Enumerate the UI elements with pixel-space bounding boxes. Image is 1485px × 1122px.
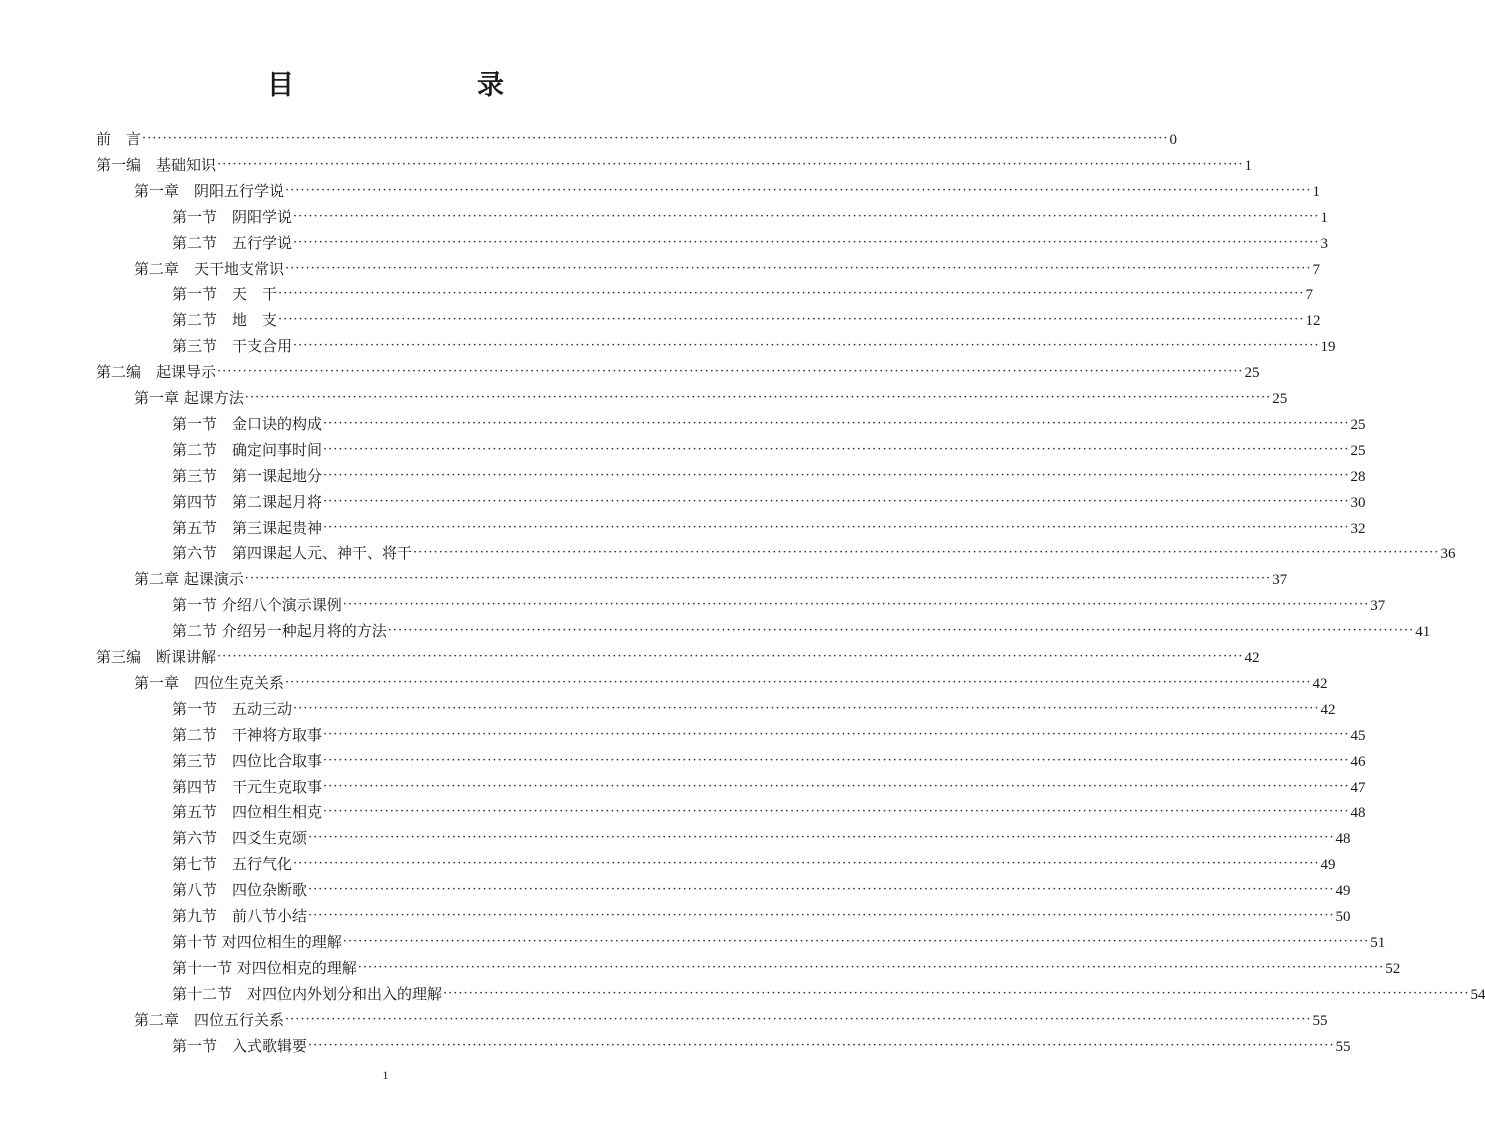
toc-entry — [172, 981, 1485, 1007]
toc-entry — [134, 178, 1320, 204]
toc-entry-label: 第一节 入式歌辑要 — [172, 1036, 308, 1055]
page-number: 1 — [382, 1068, 389, 1082]
toc-entry-page: 48 — [1335, 831, 1351, 848]
dot-leader: ········································································································································································································ — [285, 1011, 1312, 1027]
toc-entry-label: 第九节 前八节小结 — [172, 907, 308, 925]
toc-entry — [134, 670, 1328, 696]
toc-entry-page: 47 — [1350, 779, 1366, 796]
toc-entry-label: 第六节 四爻生克颂 — [172, 829, 308, 848]
toc-entry — [96, 359, 1260, 385]
dot-leader: ········································································································································································································ — [285, 260, 1312, 276]
toc-entry-page: 46 — [1350, 753, 1366, 770]
toc-entry-label: 第三编 断课讲解 — [96, 648, 217, 666]
toc-entry-page: 42 — [1312, 675, 1328, 692]
dot-leader: ········································································································································································································ — [308, 908, 1335, 923]
toc-entry-page: 7 — [1312, 261, 1320, 278]
toc-entry-page: 3 — [1320, 235, 1328, 252]
toc-entry-label: 第三节 第一课起地分 — [172, 466, 323, 485]
toc-entry-label: 第十二节 对四位内外划分和出入的理解 — [172, 984, 443, 1003]
dot-leader: ········································································································································································································ — [217, 649, 1244, 664]
toc-entry — [172, 489, 1366, 515]
dot-leader: ········································································································································································································ — [244, 390, 1272, 405]
toc-entry-page: 25 — [1272, 391, 1288, 407]
toc-entry-label: 第一节 天 干 — [172, 285, 278, 304]
toc-entry-page: 54 — [1470, 986, 1485, 1003]
toc-entry-label: 第五节 四位相生相克 — [172, 803, 323, 822]
toc-entry-label: 第一编 基础知识 — [96, 155, 217, 174]
toc-entry — [172, 825, 1351, 851]
dot-leader: ········································································································································································································ — [323, 726, 1350, 742]
dot-leader: ········································································································································································································ — [308, 830, 1335, 846]
toc-entry-label: 第二节 干神将方取事 — [172, 725, 323, 744]
toc-entry-page: 45 — [1350, 727, 1366, 744]
toc-entry-label: 第四节 第二课起月将 — [172, 492, 323, 511]
toc-entry-label: 第八节 四位杂断歌 — [172, 881, 308, 900]
dot-leader: ········································································································································································································ — [278, 286, 1305, 302]
toc-entry-page: 36 — [1440, 546, 1456, 563]
toc-entry — [134, 256, 1320, 282]
toc-entry — [172, 696, 1336, 722]
dot-leader: ········································································································································································································ — [387, 623, 1415, 639]
toc-entry-label: 第二节 确定问事时间 — [172, 440, 323, 459]
toc-entry — [134, 1007, 1328, 1033]
toc-entry-label: 第二编 起课导示 — [96, 363, 217, 382]
dot-leader: ········································································································································································································ — [217, 364, 1244, 380]
toc-entry — [172, 463, 1366, 489]
dot-leader: ········································································································································································································ — [323, 752, 1350, 768]
toc-entry — [172, 1033, 1351, 1059]
toc-entry — [96, 152, 1252, 178]
dot-leader: ········································································································································································································ — [323, 778, 1350, 794]
dot-leader: ········································································································································································································ — [323, 804, 1350, 820]
dot-leader: ········································································································································································································ — [342, 597, 1370, 613]
toc-entry-page: 55 — [1312, 1012, 1328, 1029]
toc-entry — [172, 877, 1351, 903]
toc-entry-label: 第四节 干元生克取事 — [172, 777, 323, 796]
toc-entry-page: 42 — [1320, 701, 1336, 718]
toc-entry-label: 第七节 五行气化 — [172, 855, 293, 874]
dot-leader: ········································································································································································································ — [244, 571, 1272, 587]
toc-entry — [172, 307, 1321, 333]
dot-leader: ········································································································································································································ — [293, 208, 1320, 224]
toc-entry-label: 第一章 起课方法 — [134, 389, 244, 407]
toc-entry-label: 第十一节 对四位相克的理解 — [172, 958, 357, 977]
toc-entry — [172, 618, 1431, 644]
toc-entry — [172, 515, 1366, 541]
toc-entry-page: 0 — [1169, 132, 1177, 148]
toc-entry — [134, 566, 1288, 592]
toc-entry — [172, 333, 1336, 359]
toc-entry-label: 第十节 对四位相生的理解 — [172, 932, 342, 951]
toc-entry-page: 7 — [1305, 287, 1313, 304]
toc-entry-page: 25 — [1244, 365, 1260, 382]
toc-entry — [172, 851, 1336, 877]
toc-entry — [172, 903, 1351, 929]
toc-entry — [172, 774, 1366, 800]
toc-entry-label: 第三节 干支合用 — [172, 337, 293, 356]
toc-entry-label: 第一节 介绍八个演示课例 — [172, 596, 342, 615]
toc-entry-page: 30 — [1350, 494, 1366, 511]
toc-entry-label: 第六节 第四课起人元、神干、将干 — [172, 544, 413, 563]
toc-entry-label: 第一章 四位生克关系 — [134, 673, 285, 692]
toc-entry-page: 51 — [1370, 934, 1386, 951]
toc-entry — [172, 281, 1313, 307]
toc-entry — [172, 411, 1366, 437]
toc-entry — [134, 385, 1288, 411]
toc-entry — [96, 126, 1177, 152]
toc-entry — [172, 722, 1366, 748]
toc-entry-label: 第二章 四位五行关系 — [134, 1010, 285, 1029]
toc-entry — [96, 644, 1260, 670]
toc-entry-page: 50 — [1335, 909, 1351, 925]
dot-leader: ········································································································································································································ — [308, 882, 1335, 898]
dot-leader: ········································································································································································································ — [293, 856, 1320, 872]
toc-entry-label: 第二节 五行学说 — [172, 233, 293, 252]
toc-entry — [172, 437, 1366, 463]
toc-entry-page: 55 — [1335, 1038, 1351, 1055]
toc-entry-label: 第五节 第三课起贵神 — [172, 518, 323, 537]
dot-leader: ········································································································································································································ — [308, 1037, 1335, 1053]
toc-entry-page: 1 — [1320, 209, 1328, 226]
toc-entry-label: 第二章 天干地支常识 — [134, 259, 285, 278]
toc-entry-label: 第三节 四位比合取事 — [172, 751, 323, 770]
toc-entry — [172, 540, 1456, 566]
toc-entry-label: 第一节 金口诀的构成 — [172, 414, 323, 433]
page-title: 目 录 — [267, 70, 582, 101]
toc-entry-label: 第二节 介绍另一种起月将的方法 — [172, 622, 387, 641]
toc-entry-label: 第一节 阴阳学说 — [172, 207, 293, 226]
dot-leader: ········································································································································································································ — [323, 493, 1350, 509]
dot-leader: ········································································································································································································ — [278, 312, 1305, 328]
toc-entry-page: 49 — [1335, 883, 1351, 900]
toc-entry-label: 第二章 起课演示 — [134, 570, 244, 589]
toc-entry — [172, 799, 1366, 825]
toc-entry-page: 37 — [1370, 598, 1386, 615]
dot-leader: ········································································································································································································ — [342, 933, 1370, 949]
dot-leader: ········································································································································································································ — [323, 441, 1350, 457]
toc-entry — [172, 929, 1386, 955]
toc-entry — [172, 955, 1401, 981]
toc-entry-page: 32 — [1350, 520, 1366, 537]
dot-leader: ········································································································································································································ — [285, 182, 1312, 198]
toc-entry-label: 第一节 五动三动 — [172, 699, 293, 718]
toc-entry-label: 第二节 地 支 — [172, 311, 278, 330]
dot-leader: ········································································································································································································ — [357, 959, 1385, 975]
toc-entry-label: 第一章 阴阳五行学说 — [134, 181, 285, 200]
toc-entry-page: 49 — [1320, 857, 1336, 874]
toc-entry-page: 1 — [1244, 157, 1252, 174]
dot-leader: ········································································································································································································ — [323, 415, 1350, 431]
toc-entry-page: 52 — [1385, 960, 1401, 977]
toc-entry-page: 48 — [1350, 805, 1366, 822]
toc-entry — [172, 204, 1328, 230]
toc-entry-page: 25 — [1350, 416, 1366, 433]
dot-leader: ········································································································································································································ — [323, 467, 1350, 483]
dot-leader: ········································································································································································································ — [293, 700, 1320, 716]
toc-entry — [172, 230, 1328, 256]
toc-entry-page: 42 — [1244, 650, 1260, 666]
toc-entry-page: 25 — [1350, 442, 1366, 459]
dot-leader: ········································································································································································································ — [443, 985, 1470, 1001]
toc-entry-page: 12 — [1305, 313, 1321, 330]
dot-leader: ········································································································································································································ — [285, 674, 1312, 690]
dot-leader: ········································································································································································································ — [323, 519, 1350, 535]
toc-entry-page: 41 — [1415, 624, 1431, 641]
dot-leader: ········································································································································································································ — [293, 234, 1320, 250]
dot-leader: ········································································································································································································ — [293, 338, 1320, 354]
dot-leader: ········································································································································································································ — [413, 545, 1440, 561]
toc-entry-page: 1 — [1312, 183, 1320, 200]
dot-leader: ········································································································································································································ — [217, 156, 1244, 172]
toc-entry-page: 28 — [1350, 468, 1366, 485]
toc-entry — [172, 592, 1386, 618]
toc-entry-page: 19 — [1320, 339, 1336, 356]
toc-entry-page: 37 — [1272, 572, 1288, 589]
toc-entry — [172, 748, 1366, 774]
dot-leader: ········································································································································································································ — [142, 131, 1169, 146]
toc-entry-label: 前 言 — [96, 130, 142, 148]
